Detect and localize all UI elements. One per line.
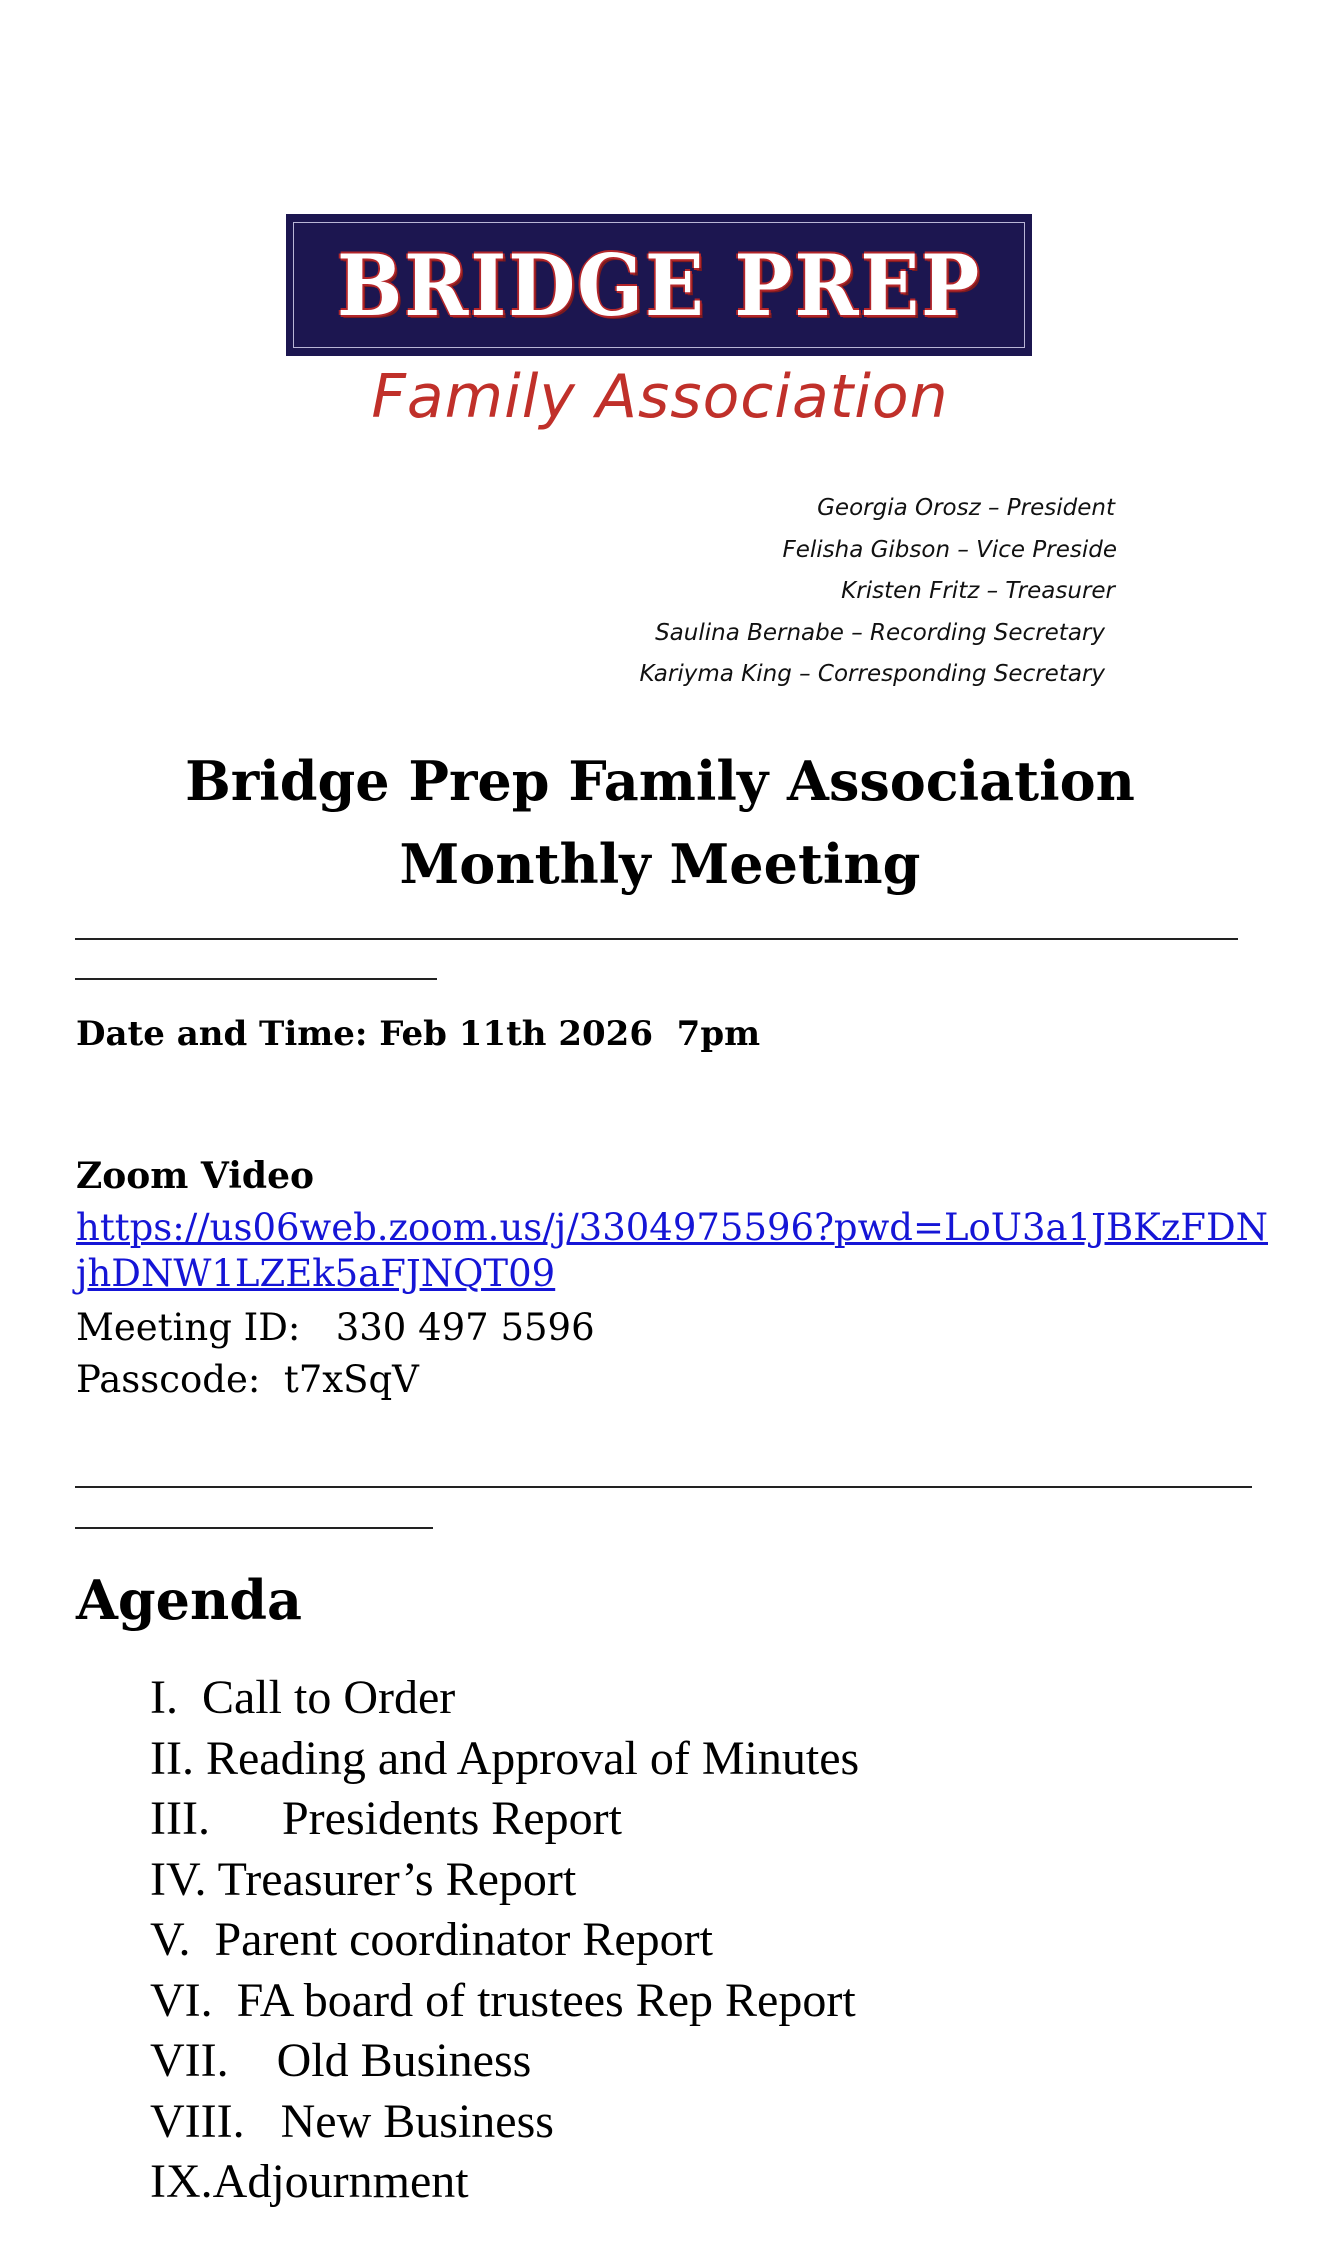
meeting-id-label: Meeting ID: bbox=[76, 1306, 301, 1349]
divider bbox=[75, 1527, 433, 1529]
passcode-row bbox=[76, 1358, 419, 1401]
item-number: III. bbox=[150, 1792, 210, 1845]
title-line-2: Monthly Meeting bbox=[399, 832, 921, 896]
passcode: t7xSqV bbox=[283, 1358, 419, 1401]
meeting-id-row bbox=[76, 1306, 595, 1349]
agenda-item bbox=[150, 2031, 859, 2092]
item-number: V. bbox=[150, 1913, 191, 1966]
item-label: Adjournment bbox=[212, 2155, 469, 2208]
meeting-id: 330 497 5596 bbox=[335, 1306, 595, 1349]
item-number: I. bbox=[150, 1671, 178, 1724]
agenda-item bbox=[150, 1850, 859, 1911]
item-label: Old Business bbox=[276, 2034, 532, 2087]
officer: Kariyma King – Corresponding Secretary bbox=[639, 661, 1105, 687]
agenda-item bbox=[150, 2152, 859, 2213]
logo-banner bbox=[286, 214, 1032, 356]
agenda-item bbox=[150, 2092, 859, 2153]
zoom-link[interactable]: https://us06web.zoom.us/j/3304975596?pwd=LoU3a1JBKzFDNjhDNW1LZEk5aFJNQT09 bbox=[76, 1206, 1268, 1295]
agenda-item bbox=[150, 1789, 859, 1850]
passcode-label: Passcode: bbox=[76, 1358, 261, 1401]
item-label: FA board of trustees Rep Report bbox=[236, 1973, 856, 2027]
agenda-item bbox=[150, 1971, 859, 2032]
item-label: New Business bbox=[280, 2094, 554, 2148]
item-label: Presidents Report bbox=[281, 1792, 622, 1845]
date-time: Date and Time: Feb 11th 2026 7pm bbox=[76, 1014, 761, 1054]
officer: Georgia Orosz – President bbox=[817, 495, 1115, 521]
officers-list bbox=[640, 488, 1115, 696]
officer: Kristen Fritz – Treasurer bbox=[841, 578, 1115, 604]
item-number: IX. bbox=[150, 2155, 213, 2208]
agenda-item bbox=[150, 1729, 859, 1790]
item-label: Parent coordinator Report bbox=[214, 1913, 713, 1966]
item-number: II. bbox=[150, 1731, 194, 1785]
item-number: VI. bbox=[150, 1973, 213, 2027]
page-title bbox=[0, 740, 1320, 906]
agenda-item bbox=[150, 1668, 859, 1729]
divider bbox=[75, 1486, 1252, 1488]
officer: Felisha Gibson – Vice Preside bbox=[782, 536, 1117, 563]
item-label: Reading and Approval of Minutes bbox=[205, 1731, 860, 1785]
agenda-heading: Agenda bbox=[76, 1568, 303, 1632]
agenda-item bbox=[150, 1910, 859, 1971]
title-line-1: Bridge Prep Family Association bbox=[185, 749, 1135, 813]
item-number: VIII. bbox=[150, 2094, 245, 2148]
officer: Saulina Bernabe – Recording Secretary bbox=[655, 619, 1105, 646]
agenda-list bbox=[150, 1668, 859, 2213]
item-label: Call to Order bbox=[201, 1671, 456, 1724]
logo-border bbox=[293, 222, 1025, 348]
item-number: VII. bbox=[150, 2034, 229, 2087]
item-number: IV. bbox=[150, 1852, 207, 1906]
item-label: Treasurer’s Report bbox=[217, 1852, 577, 1906]
logo-title: BRIDGE PREP bbox=[336, 235, 982, 335]
logo-subtitle: Family Association bbox=[371, 362, 949, 432]
divider bbox=[75, 978, 437, 980]
zoom-heading: Zoom Video bbox=[76, 1155, 314, 1197]
divider bbox=[75, 938, 1238, 940]
